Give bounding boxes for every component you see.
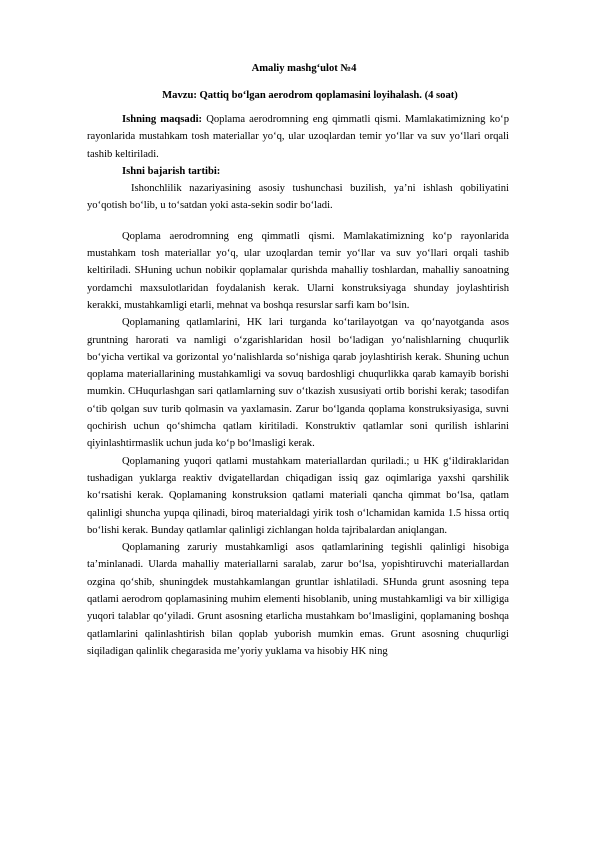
body-paragraph-1: Qoplama aerodromning eng qimmatli qismi. Mamlakatimizning ko‘p rayonlarida mustahkam tosh materiallar yo‘q, ular uzoqlardan temir yo‘llar va suv yo‘llari orqali tashib keltiriladi. SHuning uchun nobikir qoplamalar qurishda mahalliy toshlardan, mahalliy sanoatning yordamchi maxsulotlaridan foydalanish kerak. Ularni konstruksiyaga shunday joylashtirish kerakki, mustahkamligi etarli, mehnat va boshqa resurslar sarfi kam bo‘lsin.: [87, 230, 509, 311]
purpose-text: Qoplama aerodromning eng qimmatli qismi. Mamlakatimizning ko‘p rayonlarida mustahkam tosh materiallar yo‘q, ular uzoqlardan temir yo‘llar va suv yo‘llari orqali tashib keltiriladi.: [87, 114, 509, 160]
body-paragraph-2: Qoplamaning qatlamlarini, HK lari turganda ko‘tarilayotgan va qo‘nayotganda asos gruntning harorati va namligi o‘zgarishlaridan hosil bo‘ladigan yo‘nalishlarning chuqurlik bo‘yicha vertikal va gorizontal yo‘nalishlarda so‘nishiga qarab joylashtirish kerak. Shuning uchun qoplama materiallarining mustahkamligi va sovuq bardoshligi chuqurlikka qarab kamayib borishi mumkin. CHuqurlashgan sari qatlamlarning suv o‘tkazish xususiyati ortib borishi kerak; tasodifan o‘tib qolgan suv turib qolmasin va yaxlamasin. Zarur bo‘lganda qoplama konstruksiyasiga, suvni qochirish uchun qo‘shimcha qatlam kiritiladi. Konstruktiv qatlamlar soni qurilish ishlarini qiyinlashtirmaslik uchun juda ko‘p bo‘lmasligi kerak.: [87, 317, 509, 450]
intro-paragraph: Ishonchlilik nazariyasining asosiy tushunchasi buzilish, ya’ni ishlash qobiliyatini yo‘qotish bo‘lib, u to‘satdan yoki asta-sekin sodir bo‘ladi.: [87, 183, 509, 212]
document-title: Amaliy mashg‘ulot №4: [251, 63, 357, 74]
procedure-heading: Ishni bajarish tartibi:: [122, 165, 221, 177]
body-paragraph-3: Qoplamaning yuqori qatlami mustahkam materiallardan quriladi.; u HK g‘ildiraklaridan tushadigan yuklarga reaktiv dvigatellardan chiqadigan issiq gaz oqimlariga yaxshi qarshilik ko‘rsatishi kerak. Qoplamaning konstruksion qatlami materiali qancha qimmat bo‘lsa, qatlam qalinligi shuncha yupqa qilinadi, biroq materialdagi yirik tosh o‘lchamidan kamida 1.5 hissa ortiq bo‘lishi kerak. Bunday qatlamlar qalinligi zichlangan holda tajribalardan aniqlangan.: [87, 455, 509, 536]
document-page: [87, 62, 509, 660]
body-paragraph-4: Qoplamaning zaruriy mustahkamligi asos qatlamlarining tegishli qalinligi hisobiga ta’minlanadi. Ularda mahalliy materiallarni saralab, zarur bo‘lsa, yopishtiruvchi materiallardan ozgina qo‘shib, shuningdek mustahkamlangan gruntlar ishlatiladi. SHunda grunt asosning tepa qatlami aerodrom qoplamasining muhim elementi hisoblanib, uning mustahkamligi va bir xilligiga yuqori talablar qo‘yiladi. Grunt asosning etarlicha mustahkam bo‘lmasligini, qoplamaning boshqa qatlamlarini qalinlashtirish bilan qoplab yuborish mumkin emas. Grunt asosning chuqurligi siqiladigan qalinlik chegarasida me’yoriy yuklama va hisobiy HK ning: [87, 542, 509, 657]
document-subtitle: Mavzu: Qattiq bo‘lgan aerodrom qoplamasini loyihalash. (4 soat): [162, 90, 458, 101]
purpose-label: Ishning maqsadi:: [122, 114, 203, 125]
purpose-paragraph: [87, 111, 509, 163]
